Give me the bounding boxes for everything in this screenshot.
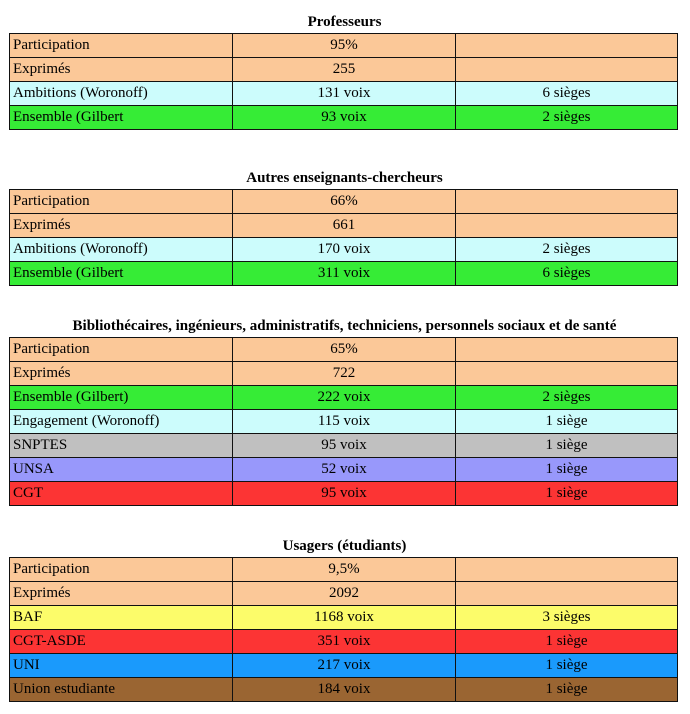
row-seats-cell xyxy=(456,582,678,606)
table-row xyxy=(10,630,678,654)
row-label-cell: Ensemble (Gilbert xyxy=(10,262,233,286)
table-row xyxy=(10,434,678,458)
results-table xyxy=(9,33,678,130)
row-label-cell: UNI xyxy=(10,654,233,678)
row-seats-cell: 1 siège xyxy=(456,410,678,434)
row-seats-cell xyxy=(456,362,678,386)
row-value-cell: 661 xyxy=(233,214,456,238)
row-value-cell: 311 voix xyxy=(233,262,456,286)
row-label-cell: Participation xyxy=(10,34,233,58)
table-row xyxy=(10,582,678,606)
row-label-cell: Participation xyxy=(10,190,233,214)
row-label-cell: Ensemble (Gilbert) xyxy=(10,386,233,410)
row-value-cell: 217 voix xyxy=(233,654,456,678)
row-value-cell: 2092 xyxy=(233,582,456,606)
row-label-cell: Exprimés xyxy=(10,214,233,238)
row-value-cell: 222 voix xyxy=(233,386,456,410)
row-value-cell: 66% xyxy=(233,190,456,214)
row-label-cell: BAF xyxy=(10,606,233,630)
row-value-cell: 95 voix xyxy=(233,434,456,458)
row-label-cell: Engagement (Woronoff) xyxy=(10,410,233,434)
row-label-cell: Union estudiante xyxy=(10,678,233,702)
row-seats-cell: 1 siège xyxy=(456,678,678,702)
row-seats-cell: 1 siège xyxy=(456,654,678,678)
row-seats-cell xyxy=(456,558,678,582)
row-label-cell: Ambitions (Woronoff) xyxy=(10,238,233,262)
row-value-cell: 1168 voix xyxy=(233,606,456,630)
row-seats-cell: 2 sièges xyxy=(456,106,678,130)
row-value-cell: 95% xyxy=(233,34,456,58)
row-seats-cell xyxy=(456,338,678,362)
row-value-cell: 93 voix xyxy=(233,106,456,130)
results-section xyxy=(9,167,678,286)
row-value-cell: 95 voix xyxy=(233,482,456,506)
row-seats-cell: 1 siège xyxy=(456,630,678,654)
table-row xyxy=(10,82,678,106)
row-value-cell: 65% xyxy=(233,338,456,362)
row-label-cell: Exprimés xyxy=(10,362,233,386)
results-section xyxy=(9,535,678,702)
row-label-cell: Ensemble (Gilbert xyxy=(10,106,233,130)
results-table xyxy=(9,189,678,286)
row-label-cell: CGT xyxy=(10,482,233,506)
results-table xyxy=(9,557,678,702)
table-row xyxy=(10,362,678,386)
row-value-cell: 184 voix xyxy=(233,678,456,702)
table-row xyxy=(10,410,678,434)
table-row xyxy=(10,262,678,286)
row-value-cell: 115 voix xyxy=(233,410,456,434)
row-seats-cell xyxy=(456,34,678,58)
table-row xyxy=(10,678,678,702)
row-value-cell: 131 voix xyxy=(233,82,456,106)
row-seats-cell: 2 sièges xyxy=(456,238,678,262)
table-row xyxy=(10,654,678,678)
row-label-cell: UNSA xyxy=(10,458,233,482)
results-table xyxy=(9,337,678,506)
table-row xyxy=(10,214,678,238)
table-row xyxy=(10,606,678,630)
row-label-cell: CGT-ASDE xyxy=(10,630,233,654)
section-title: Professeurs xyxy=(307,14,382,30)
row-label-cell: SNPTES xyxy=(10,434,233,458)
row-seats-cell: 1 siège xyxy=(456,482,678,506)
row-seats-cell: 3 sièges xyxy=(456,606,678,630)
row-label-cell: Participation xyxy=(10,338,233,362)
row-label-cell: Exprimés xyxy=(10,582,233,606)
row-label-cell: Ambitions (Woronoff) xyxy=(10,82,233,106)
row-label-cell: Participation xyxy=(10,558,233,582)
results-section xyxy=(9,11,678,130)
row-seats-cell: 6 sièges xyxy=(456,82,678,106)
table-row xyxy=(10,190,678,214)
row-seats-cell: 2 sièges xyxy=(456,386,678,410)
row-seats-cell xyxy=(456,214,678,238)
row-label-cell: Exprimés xyxy=(10,58,233,82)
table-row xyxy=(10,34,678,58)
table-row xyxy=(10,238,678,262)
table-row xyxy=(10,558,678,582)
table-row xyxy=(10,58,678,82)
row-value-cell: 170 voix xyxy=(233,238,456,262)
table-row xyxy=(10,482,678,506)
row-seats-cell xyxy=(456,190,678,214)
results-section xyxy=(9,315,678,506)
row-value-cell: 255 xyxy=(233,58,456,82)
row-seats-cell: 6 sièges xyxy=(456,262,678,286)
section-title: Autres enseignants-chercheurs xyxy=(246,170,443,186)
row-seats-cell: 1 siège xyxy=(456,458,678,482)
table-row xyxy=(10,458,678,482)
table-row xyxy=(10,386,678,410)
row-value-cell: 351 voix xyxy=(233,630,456,654)
row-seats-cell: 1 siège xyxy=(456,434,678,458)
row-value-cell: 9,5% xyxy=(233,558,456,582)
row-seats-cell xyxy=(456,58,678,82)
row-value-cell: 52 voix xyxy=(233,458,456,482)
section-title: Bibliothécaires, ingénieurs, administratifs, techniciens, personnels sociaux et de santé xyxy=(72,318,617,334)
table-row xyxy=(10,106,678,130)
row-value-cell: 722 xyxy=(233,362,456,386)
table-row xyxy=(10,338,678,362)
section-title: Usagers (étudiants) xyxy=(282,538,407,554)
